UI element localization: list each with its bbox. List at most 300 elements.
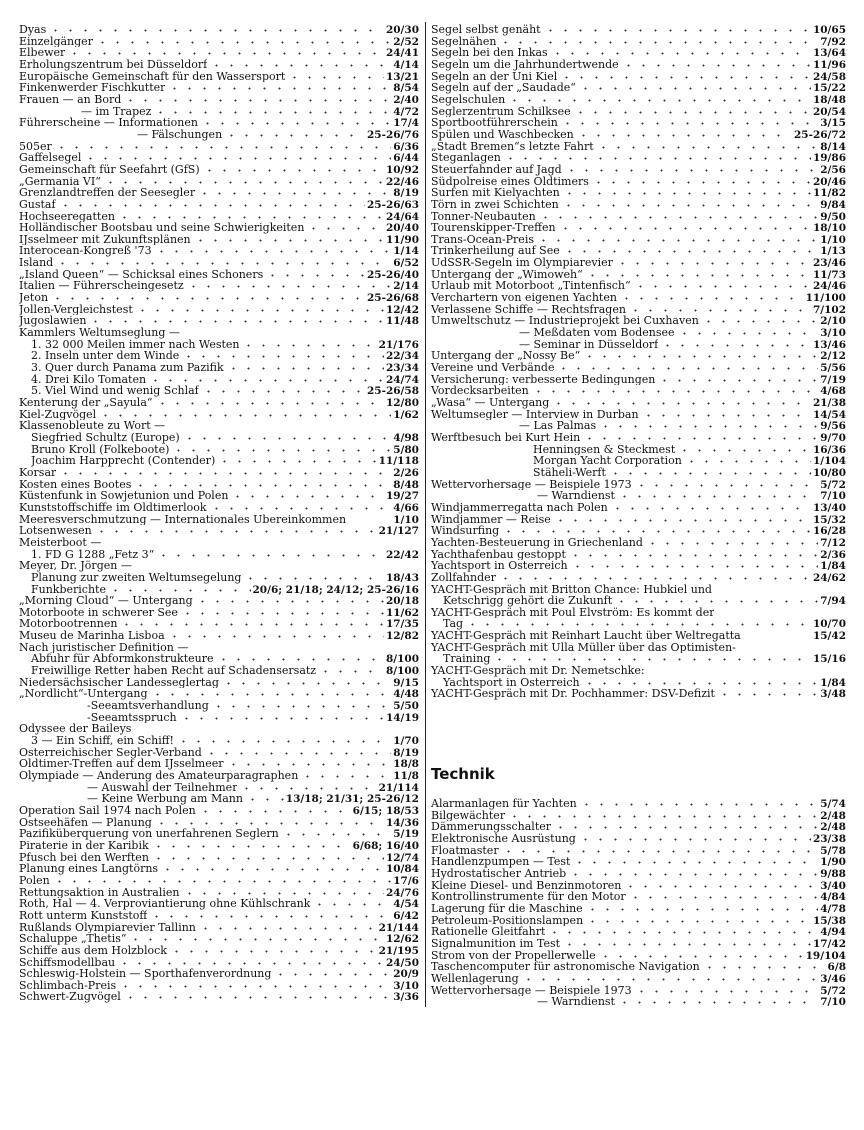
index-entry xyxy=(431,397,846,409)
index-entry xyxy=(19,782,419,794)
dot-leader xyxy=(243,573,383,581)
entry-page-ref: 6/44 xyxy=(393,152,419,165)
index-entry xyxy=(431,327,846,339)
dot-leader xyxy=(167,631,384,639)
index-entry xyxy=(431,502,846,514)
dot-leader xyxy=(151,841,351,849)
entry-page-ref: 6/36 xyxy=(393,140,419,153)
index-entry xyxy=(431,490,846,502)
dot-leader xyxy=(156,550,384,558)
dot-leader xyxy=(48,25,384,33)
entry-title: Island xyxy=(19,257,54,269)
entry-title: Dyas xyxy=(19,24,47,36)
entry-title: IJsselmeer mit Zukunftsplänen xyxy=(19,233,191,246)
entry-title: Schaluppe „Thetis“ xyxy=(19,933,127,945)
entry-title: Trans-Ocean-Preis xyxy=(431,233,534,246)
entry-title: Hochseeregatten xyxy=(19,210,115,223)
index-entry xyxy=(19,630,419,642)
dot-leader xyxy=(714,585,844,593)
dot-leader xyxy=(195,596,384,604)
dot-leader xyxy=(657,375,818,383)
entry-title: Motorboote in schwerer See xyxy=(19,606,178,619)
entry-page-ref: 9/15 xyxy=(393,676,419,689)
entry-title: Odyssee der Baileys xyxy=(19,723,132,736)
entry-title: Erholungszentrum bei Düsseldorf xyxy=(19,58,208,71)
entry-title: Urlaub mit Motorboot „Tintenfisch“ xyxy=(431,280,631,293)
entry-title: „Wasa“ — Untergang xyxy=(431,397,550,409)
entry-title: „Morning Cloud“ — Untergang xyxy=(19,595,193,607)
dot-leader xyxy=(95,37,391,45)
entry-page-ref: 20/6; 21/18; 24/12; 25-26/16 xyxy=(252,583,419,596)
entry-page-ref: 5/78 xyxy=(820,844,846,857)
entry-page-ref: 24/74 xyxy=(385,373,419,386)
dot-leader xyxy=(608,468,811,476)
entry-title: Holländischer Bootsbau und seine Schwierigkeiten xyxy=(19,222,305,234)
index-entry xyxy=(431,996,846,1008)
entry-title: YACHT-Gespräch mit Reinhart Laucht über Weltregatta xyxy=(431,630,741,642)
dot-leader xyxy=(550,48,811,56)
dot-leader xyxy=(562,246,819,254)
dot-leader xyxy=(621,60,811,68)
index-entry xyxy=(19,677,419,689)
entry-page-ref: 5/19 xyxy=(393,828,419,841)
index-entry xyxy=(431,961,846,973)
index-entry xyxy=(19,968,419,980)
index-entry xyxy=(431,245,846,257)
index-entry xyxy=(19,980,419,992)
entry-page-ref: 3/10 xyxy=(820,327,846,340)
entry-page-ref: 7/10 xyxy=(820,490,846,503)
index-entry xyxy=(431,572,846,584)
index-entry xyxy=(431,257,846,269)
entry-title: Henningsen & Steckmest xyxy=(533,443,676,456)
entry-title: Training xyxy=(443,653,491,666)
dot-leader xyxy=(573,107,811,115)
entry-page-ref: 1/90 xyxy=(820,856,846,869)
entry-page-ref: 5/72 xyxy=(820,984,846,997)
index-entry xyxy=(19,350,419,362)
entry-page-ref: 1/70 xyxy=(393,735,419,748)
index-entry xyxy=(431,187,846,199)
entry-page-ref: 24/64 xyxy=(385,210,419,223)
entry-page-ref: 24/58 xyxy=(812,70,846,83)
entry-title: — Fälschungen xyxy=(137,128,223,141)
entry-page-ref: 15/22 xyxy=(812,82,846,95)
dot-leader xyxy=(226,363,384,371)
entry-title: 2. Inseln unter dem Winde xyxy=(31,350,180,363)
entry-title: Morgan Yacht Corporation xyxy=(533,455,682,467)
entry-title: Funkberichte xyxy=(31,583,106,596)
entry-page-ref: 6/42 xyxy=(393,909,419,922)
index-entry xyxy=(19,805,419,817)
entry-page-ref: 17/42 xyxy=(812,937,846,950)
entry-page-ref: 2/36 xyxy=(820,548,846,561)
index-entry xyxy=(431,985,846,997)
entry-page-ref: 18/8 xyxy=(393,758,419,771)
entry-title: Taschencomputer für astronomische Navigation xyxy=(431,961,700,973)
entry-title: Planung eines Langtörns xyxy=(19,863,159,875)
dot-leader xyxy=(582,678,819,686)
dot-leader xyxy=(108,585,251,593)
entry-title: Schiffsmodellbau xyxy=(19,956,116,969)
index-entry xyxy=(431,164,846,176)
dot-leader xyxy=(501,526,811,534)
entry-title: Elbewer xyxy=(19,47,66,59)
index-entry xyxy=(19,933,419,945)
index-entry xyxy=(431,891,846,903)
dot-leader xyxy=(553,822,818,830)
index-entry xyxy=(19,723,419,735)
dot-leader xyxy=(536,235,818,243)
dot-leader xyxy=(579,799,819,807)
dot-leader xyxy=(200,118,391,126)
dot-leader xyxy=(507,811,818,819)
entry-title: Yachten-Besteuerung in Griechenland xyxy=(431,536,643,549)
index-entry xyxy=(19,82,419,94)
dot-leader xyxy=(58,200,365,208)
dot-leader xyxy=(287,72,384,80)
index-entry xyxy=(19,957,419,969)
index-entry xyxy=(431,362,846,374)
dot-leader xyxy=(148,375,384,383)
index-entry xyxy=(431,444,846,456)
index-entry xyxy=(19,735,419,747)
entry-title: Grenzlandtreffen der Seesegler xyxy=(19,187,196,199)
index-entry xyxy=(431,560,846,572)
entry-page-ref: 1/104 xyxy=(812,455,846,468)
entry-title: Roth, Hal — 4. Verproviantierung ohne Kühlschrank xyxy=(19,898,311,910)
entry-page-ref: 21/114 xyxy=(378,781,419,794)
entry-page-ref: 17/6 xyxy=(393,874,419,887)
dot-leader xyxy=(596,142,819,150)
entry-title: Segeln an der Uni Kiel xyxy=(431,70,558,83)
entry-title: — Warndienst xyxy=(537,490,615,502)
index-entry xyxy=(431,211,846,223)
index-entry xyxy=(19,758,419,770)
entry-title: „Nordlicht“-Untergang xyxy=(19,688,148,701)
dot-leader xyxy=(50,293,365,301)
entry-title: Wettervorhersage — Beispiele 1973 xyxy=(431,984,632,997)
index-entry xyxy=(431,47,846,59)
dot-leader xyxy=(318,666,384,674)
entry-title: Europäische Gemeinschaft für den Wassersport xyxy=(19,70,286,83)
dot-leader xyxy=(134,561,417,569)
index-entry xyxy=(431,950,846,962)
entry-page-ref: 10/70 xyxy=(812,618,846,631)
entry-page-ref: 7/10 xyxy=(820,996,846,1009)
index-entry xyxy=(431,292,846,304)
entry-page-ref: 5/80 xyxy=(393,443,419,456)
dot-leader xyxy=(245,794,284,802)
dot-leader xyxy=(239,783,376,791)
entry-page-ref: 13/40 xyxy=(812,501,846,514)
entry-title: Operation Sail 1974 nach Polen xyxy=(19,804,196,817)
entry-title: Rußlands Olympiarevier Tallinn xyxy=(19,921,196,934)
index-entry xyxy=(19,176,419,188)
dot-leader xyxy=(562,188,811,196)
index-entry xyxy=(431,525,846,537)
dot-leader xyxy=(167,83,391,91)
index-entry xyxy=(431,821,846,833)
dot-leader xyxy=(498,573,811,581)
entry-page-ref: 21/195 xyxy=(378,944,419,957)
entry-title: Jeton xyxy=(19,292,49,304)
entry-title: Wettervorhersage — Beispiele 1973 xyxy=(431,478,632,491)
dot-leader xyxy=(628,305,811,313)
index-entry xyxy=(19,432,419,444)
entry-title: „Island Queen“ — Schicksal eines Schoners xyxy=(19,268,264,281)
dot-leader xyxy=(677,328,819,336)
entry-page-ref: 15/42 xyxy=(812,630,846,643)
dot-leader xyxy=(568,550,818,558)
entry-title: Finkenwerder Fischkutter xyxy=(19,82,166,94)
entry-page-ref: 17/4 xyxy=(393,117,419,130)
dot-leader xyxy=(743,631,811,639)
index-entry xyxy=(431,409,846,421)
dot-leader xyxy=(501,846,819,854)
index-column-left xyxy=(19,24,419,1003)
dot-leader xyxy=(617,997,818,1005)
index-entry xyxy=(19,618,419,630)
entry-title: Schleswig-Holstein — Sporthafenverordnung xyxy=(19,968,272,980)
entry-page-ref: 11/82 xyxy=(812,187,846,200)
entry-title: Yachtsport in Österreich xyxy=(443,676,580,689)
entry-title: Planung zur zweiten Weltumsegelung xyxy=(31,571,242,584)
index-entry xyxy=(19,106,419,118)
index-entry xyxy=(431,117,846,129)
index-entry xyxy=(19,187,419,199)
entry-page-ref: 9/88 xyxy=(820,868,846,880)
entry-title: Bruno Kroll (Folkeboote) xyxy=(31,443,170,456)
entry-title: „Stadt Bremen“s letzte Fahrt xyxy=(431,140,594,153)
entry-title: Hydrostatischer Antrieb xyxy=(431,868,567,880)
dot-leader xyxy=(186,281,392,289)
index-entry xyxy=(19,817,419,829)
index-entry xyxy=(431,607,846,619)
index-entry xyxy=(19,374,419,386)
dot-leader xyxy=(180,608,384,616)
dot-leader xyxy=(560,118,818,126)
entry-title: Spülen und Waschbecken xyxy=(431,128,574,141)
entry-page-ref: 2/56 xyxy=(820,163,846,176)
index-entry xyxy=(19,770,419,782)
dot-leader xyxy=(133,724,417,732)
entry-title: Kiel-Zugvögel xyxy=(19,408,97,421)
entry-page-ref: 25-26/63 xyxy=(366,198,419,211)
dot-leader xyxy=(155,398,384,406)
entry-page-ref: 16/28 xyxy=(812,525,846,538)
entry-title: Interocean-Kongreß '73 xyxy=(19,245,152,258)
dot-leader xyxy=(617,491,818,499)
dot-leader xyxy=(531,386,818,394)
dot-leader xyxy=(154,818,384,826)
index-entry xyxy=(431,833,846,845)
entry-title: — Meßdaten vom Bodensee xyxy=(519,327,675,339)
entry-page-ref: 20/18 xyxy=(385,595,419,608)
index-entry xyxy=(19,211,419,223)
index-entry xyxy=(431,304,846,316)
dot-leader xyxy=(241,340,376,348)
index-entry xyxy=(431,36,846,48)
entry-page-ref: 13/21 xyxy=(385,70,419,83)
dot-leader xyxy=(149,911,391,919)
entry-title: Ketschrigg gehört die Zukunft xyxy=(443,595,613,607)
index-entry xyxy=(19,525,419,537)
entry-title: Abfuhr für Abformkonstrukteure xyxy=(31,653,214,666)
index-entry xyxy=(431,642,846,654)
entry-page-ref: 5/74 xyxy=(820,798,846,811)
entry-page-ref: 24/50 xyxy=(385,956,419,969)
entry-page-ref: 8/19 xyxy=(393,187,419,200)
entry-page-ref: 4/78 xyxy=(820,902,846,915)
entry-page-ref: 14/19 xyxy=(385,711,419,724)
index-entry xyxy=(431,618,846,630)
entry-page-ref: 24/76 xyxy=(385,886,419,899)
entry-page-ref: 3/40 xyxy=(820,879,846,892)
index-entry xyxy=(19,514,419,526)
entry-title: Stäheli-Werft xyxy=(533,466,606,479)
entry-page-ref: 5/50 xyxy=(393,700,419,713)
index-entry xyxy=(19,467,419,479)
dot-leader xyxy=(123,992,391,1000)
dot-leader xyxy=(181,351,384,359)
entry-page-ref: 15/16 xyxy=(812,653,846,666)
dot-leader xyxy=(660,340,811,348)
index-entry xyxy=(431,106,846,118)
entry-page-ref: 4/98 xyxy=(393,431,419,444)
dot-leader xyxy=(582,351,818,359)
dot-leader xyxy=(209,60,391,68)
entry-title: — Las Palmas xyxy=(519,420,597,432)
entry-title: Kunststoffschiffe im Oldtimerlook xyxy=(19,501,207,514)
entry-page-ref: 11/90 xyxy=(385,233,419,246)
entry-page-ref: 16/36 xyxy=(812,443,846,456)
index-entry xyxy=(19,991,419,1003)
entry-title: Ostseehäfen — Planung xyxy=(19,816,152,829)
dot-leader xyxy=(171,445,391,453)
entry-page-ref: 6/15; 18/53 xyxy=(352,804,419,817)
dot-leader xyxy=(572,857,818,865)
entry-page-ref: 18/10 xyxy=(812,222,846,235)
entry-page-ref: 7/92 xyxy=(820,35,846,48)
index-entry xyxy=(19,327,419,339)
index-entry xyxy=(431,350,846,362)
entry-title: Untergang der „Nossy Be“ xyxy=(431,350,581,363)
entry-page-ref: 20/54 xyxy=(812,105,846,118)
dot-leader xyxy=(561,200,818,208)
entry-title: Pazifiküberquerung von unerfahrenen Seglern xyxy=(19,828,279,840)
entry-title: Steganlagen xyxy=(431,152,501,164)
entry-page-ref: 12/80 xyxy=(385,397,419,409)
dot-leader xyxy=(492,654,811,662)
index-entry xyxy=(19,584,419,596)
dot-leader xyxy=(716,608,844,616)
entry-page-ref: 5/72 xyxy=(820,478,846,491)
index-entry xyxy=(431,280,846,292)
index-entry xyxy=(19,549,419,561)
entry-page-ref: 3/46 xyxy=(820,972,846,985)
entry-page-ref: 8/14 xyxy=(820,140,846,153)
dot-leader xyxy=(94,526,377,534)
dot-leader xyxy=(204,748,391,756)
index-entry xyxy=(19,875,419,887)
entry-page-ref: 11/62 xyxy=(385,606,419,619)
entry-title: Meeresverschmutzung — Internationales Übereinkommen xyxy=(19,513,347,526)
index-entry xyxy=(431,385,846,397)
dot-leader xyxy=(154,246,392,254)
dot-leader xyxy=(198,923,377,931)
dot-leader xyxy=(684,456,811,464)
index-entry xyxy=(431,374,846,386)
dot-leader xyxy=(182,888,384,896)
index-entry xyxy=(431,467,846,479)
index-entry xyxy=(19,712,419,724)
entry-page-ref: 1/10 xyxy=(820,233,846,246)
index-entry xyxy=(431,938,846,950)
dot-leader xyxy=(559,72,811,80)
entry-page-ref: 14/54 xyxy=(812,408,846,421)
index-entry xyxy=(431,234,846,246)
index-entry xyxy=(19,572,419,584)
index-entry xyxy=(431,199,846,211)
entry-title: Niedersächsischer Landesseglertag xyxy=(19,676,219,689)
entry-page-ref: 2/48 xyxy=(820,809,846,822)
entry-title: Tag xyxy=(443,618,464,631)
dot-leader xyxy=(641,410,811,418)
entry-title: — Warndienst xyxy=(537,996,615,1008)
entry-title: Gemeinschaft für Seefahrt (GfS) xyxy=(19,163,200,176)
entry-page-ref: 1/13 xyxy=(820,245,846,258)
entry-page-ref: 21/127 xyxy=(378,525,419,538)
entry-title: Alarmanlagen für Yachten xyxy=(431,798,577,810)
index-entry xyxy=(19,269,419,281)
entry-page-ref: 9/56 xyxy=(820,420,846,433)
index-entry xyxy=(431,903,846,915)
dot-leader xyxy=(216,654,384,662)
section-heading-technik: Technik xyxy=(431,765,495,784)
entry-title: Segeln auf der „Saudade“ xyxy=(431,82,576,94)
entry-page-ref: 7/102 xyxy=(812,303,846,316)
entry-page-ref: 1/62 xyxy=(393,408,419,421)
index-entry xyxy=(431,665,846,677)
dot-leader xyxy=(578,83,811,91)
entry-page-ref: 2/40 xyxy=(393,93,419,106)
dot-leader xyxy=(591,177,811,185)
index-entry xyxy=(431,152,846,164)
index-entry xyxy=(19,234,419,246)
entry-title: Meisterboot — xyxy=(19,536,102,549)
index-entry xyxy=(19,315,419,327)
dot-leader xyxy=(578,834,811,842)
dot-leader xyxy=(265,270,365,278)
dot-leader xyxy=(615,258,811,266)
dot-leader xyxy=(538,212,819,220)
entry-title: Joachim Harpprecht (Contender) xyxy=(31,455,216,467)
entry-title: YACHT-Gespräch mit Britton Chance: Hubkiel und xyxy=(431,583,712,596)
entry-title: Zollfahnder xyxy=(431,571,496,584)
dot-leader xyxy=(211,701,391,709)
entry-page-ref: 7/12 xyxy=(820,536,846,549)
index-list-general xyxy=(431,24,846,700)
entry-title: — Seminar in Düsseldorf xyxy=(519,338,659,351)
entry-title: Korsar xyxy=(19,466,57,479)
index-entry xyxy=(19,71,419,83)
index-entry xyxy=(431,269,846,281)
entry-title: Segeln bei den Inkas xyxy=(431,47,548,59)
entry-title: Yachtsport in Österreich xyxy=(431,560,568,572)
dot-leader xyxy=(273,969,391,977)
index-entry xyxy=(431,141,846,153)
